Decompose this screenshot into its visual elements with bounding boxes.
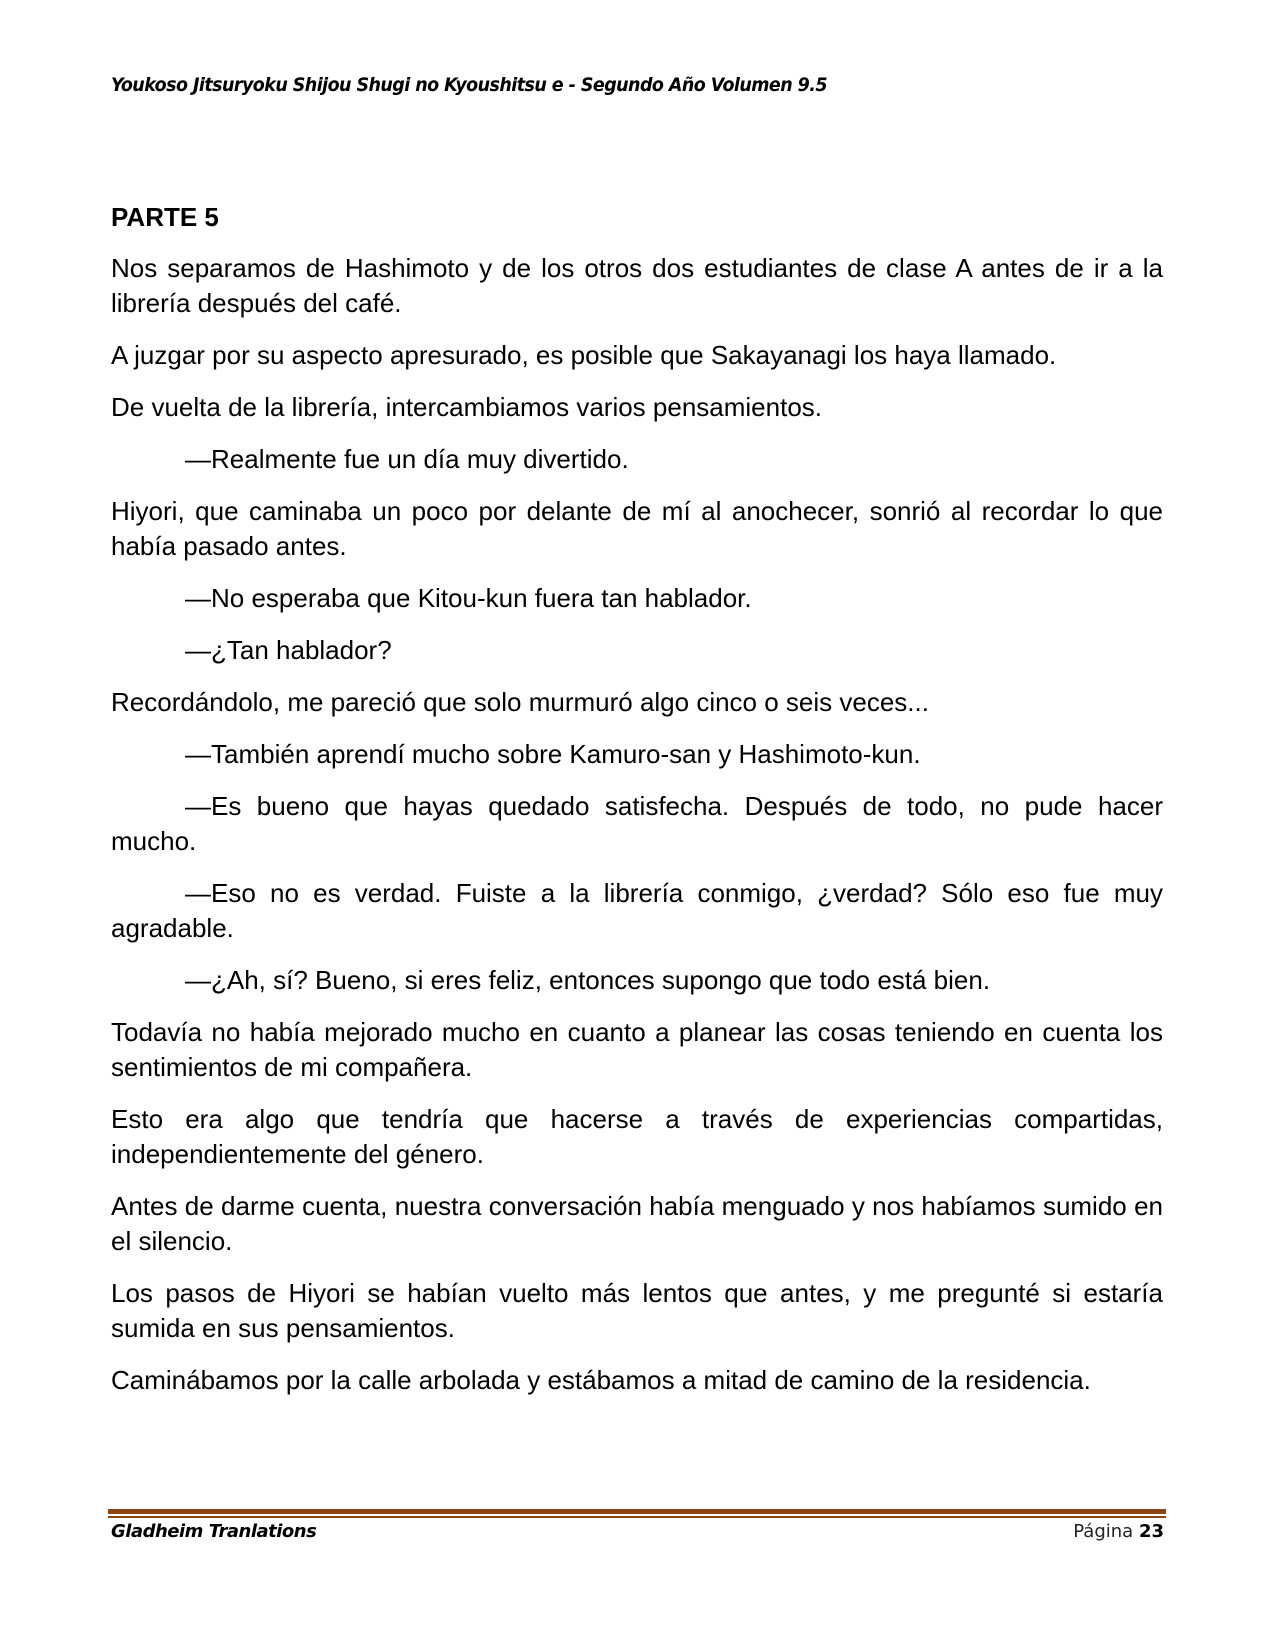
footer-divider <box>108 1509 1166 1518</box>
page-body <box>111 200 1163 1415</box>
paragraph: Antes de darme cuenta, nuestra conversación había menguado y nos habíamos sumido en el silencio. <box>111 1191 1163 1256</box>
paragraph: Esto era algo que tendría que hacerse a través de experiencias compartidas, independientemente del género. <box>111 1104 1163 1169</box>
paragraph: De vuelta de la librería, intercambiamos varios pensamientos. <box>111 392 823 422</box>
dialog-line: —Realmente fue un día muy divertido. <box>185 444 629 474</box>
dialog-line: —También aprendí mucho sobre Kamuro-san y Hashimoto-kun. <box>185 739 921 769</box>
paragraph: Caminábamos por la calle arbolada y estábamos a mitad de camino de la residencia. <box>111 1365 1091 1395</box>
paragraph: Todavía no había mejorado mucho en cuanto a planear las cosas teniendo en cuenta los sentimientos de mi compañera. <box>111 1017 1163 1082</box>
section-heading: PARTE 5 <box>111 202 219 232</box>
paragraph: A juzgar por su aspecto apresurado, es posible que Sakayanagi los haya llamado. <box>111 340 1057 370</box>
running-header: Youkoso Jitsuryoku Shijou Shugi no Kyoushitsu e - Segundo Año Volumen 9.5 <box>111 74 827 96</box>
paragraph: Los pasos de Hiyori se habían vuelto más lentos que antes, y me pregunté si estaría sumida en sus pensamientos. <box>111 1278 1163 1343</box>
page-label: Página <box>1073 1521 1134 1542</box>
footer-divider-thin <box>108 1516 1166 1518</box>
dialog-line: —¿Ah, sí? Bueno, si eres feliz, entonces supongo que todo está bien. <box>185 965 991 995</box>
dialog-line: —Es bueno que hayas quedado satisfecha. Después de todo, no pude hacer mucho. <box>111 791 1163 856</box>
paragraph: Hiyori, que caminaba un poco por delante de mí al anochecer, sonrió al recordar lo que había pasado antes. <box>111 496 1163 561</box>
page-number-value: 23 <box>1138 1521 1164 1542</box>
dialog-line: —No esperaba que Kitou-kun fuera tan hablador. <box>185 583 752 613</box>
paragraph: Recordándolo, me pareció que solo murmuró algo cinco o seis veces... <box>111 687 929 717</box>
dialog-line: —Eso no es verdad. Fuiste a la librería conmigo, ¿verdad? Sólo eso fue muy agradable. <box>111 878 1163 943</box>
footer-credit: Gladheim Tranlations <box>111 1521 317 1542</box>
dialog-line: —¿Tan hablador? <box>185 635 392 665</box>
paragraph: Nos separamos de Hashimoto y de los otros dos estudiantes de clase A antes de ir a la librería después del café. <box>111 253 1163 318</box>
page-number <box>1073 1521 1164 1542</box>
